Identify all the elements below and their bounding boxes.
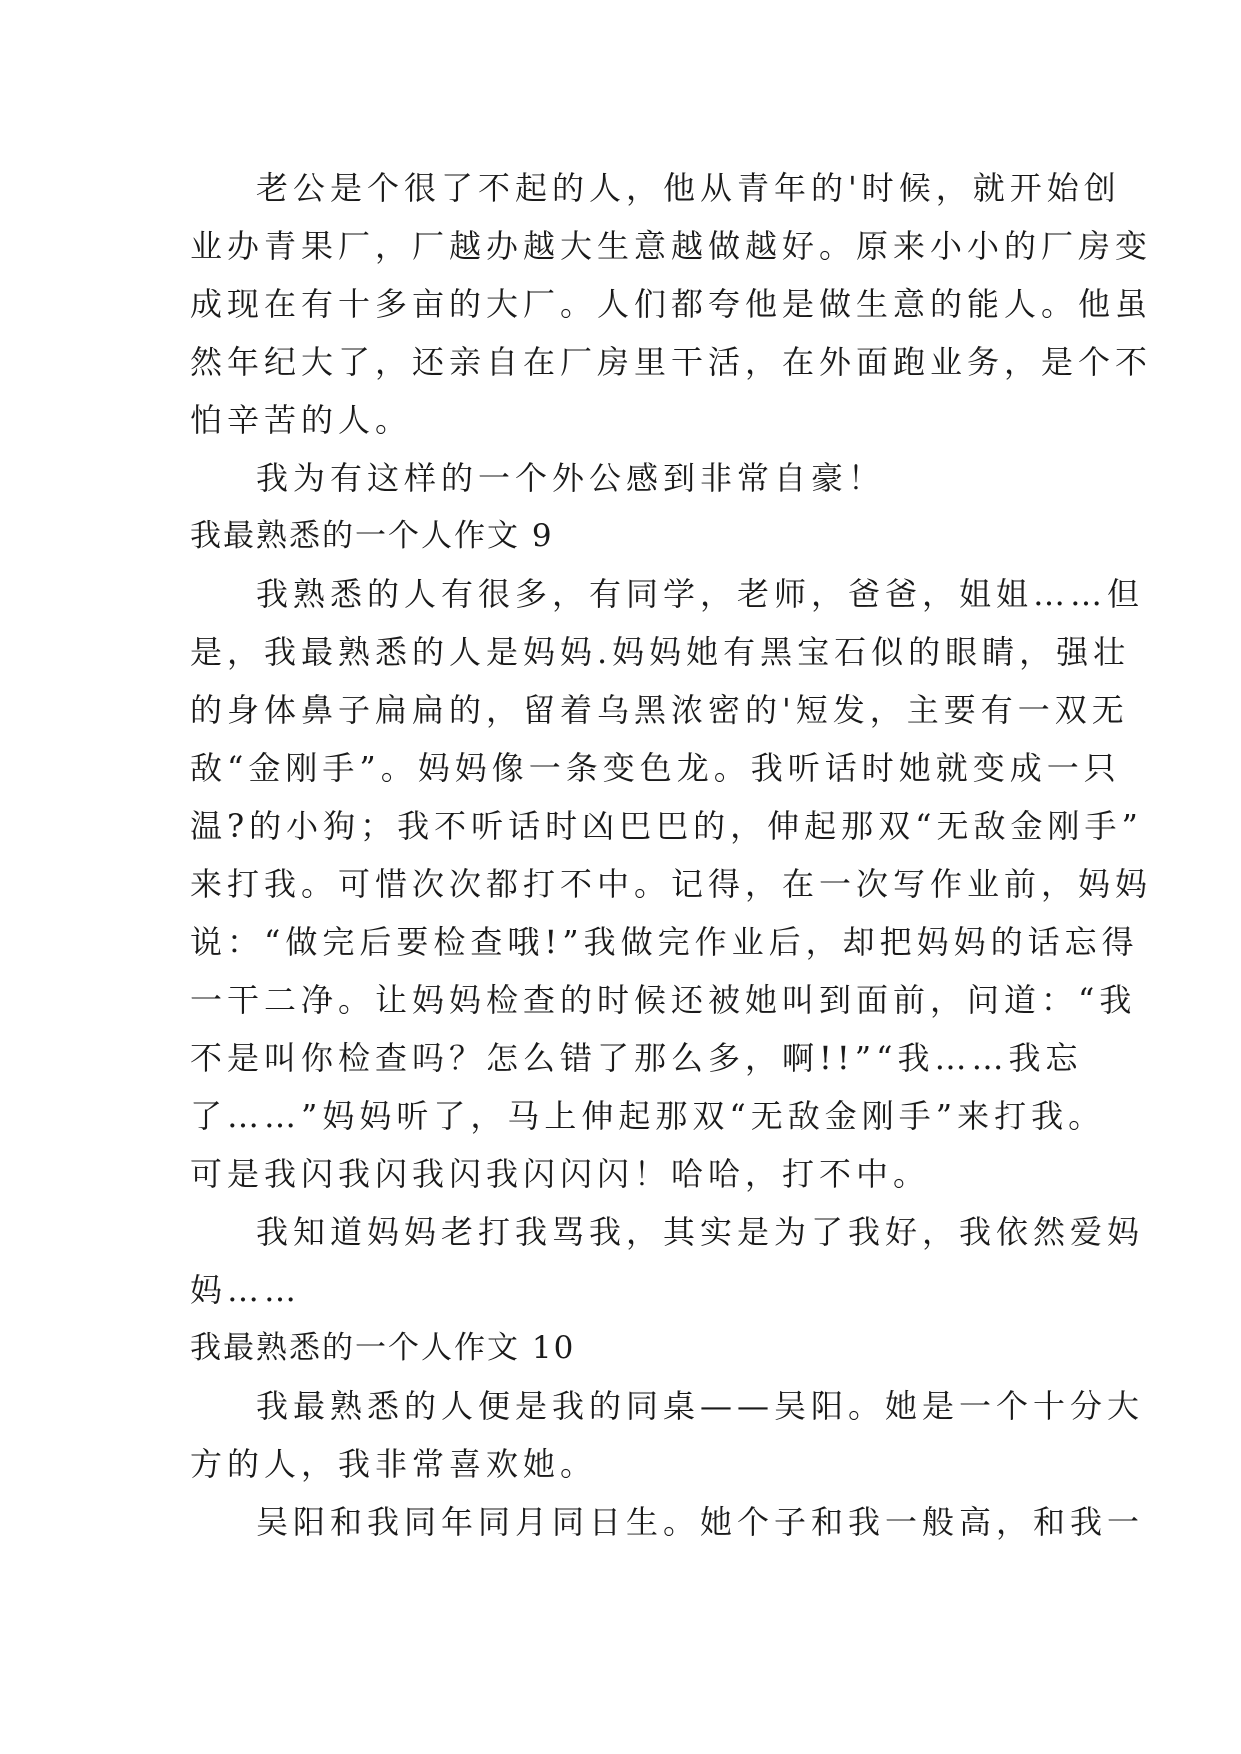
text-line: 我熟悉的人有很多，有同学，老师，爸爸，姐姐……但 [256,575,1145,613]
text-line: 的身体鼻子扁扁的，留着乌黑浓密的'短发，主要有一双无 [190,691,1129,729]
text-line: 业办青果厂，厂越办越大生意越做越好。原来小小的厂房变 [190,227,1153,265]
text-line: 我最熟悉的人便是我的同桌——吴阳。她是一个十分大 [256,1387,1145,1425]
text-line: 了……”妈妈听了，马上伸起那双“无敌金刚手”来打我。 [190,1097,1106,1135]
text-line: 说：“做完后要检查哦!”我做完作业后，却把妈妈的话忘得 [190,923,1139,961]
text-line: 温?的小狗；我不听话时凶巴巴的，伸起那双“无敌金刚手” [190,807,1143,845]
text-line: 怕辛苦的人。 [190,401,413,439]
text-line: 我为有这样的一个外公感到非常自豪！ [256,459,886,497]
text-line: 吴阳和我同年同月同日生。她个子和我一般高，和我一 [256,1503,1145,1541]
text-line: 可是我闪我闪我闪我闪闪闪！哈哈，打不中。 [190,1155,931,1193]
text-line: 老公是个很了不起的人，他从青年的'时候，就开始创 [256,169,1121,207]
text-line: 一干二净。让妈妈检查的时候还被她叫到面前，问道：“我 [190,981,1137,1019]
text-line: 我知道妈妈老打我骂我，其实是为了我好，我依然爱妈 [256,1213,1145,1251]
section-heading: 我最熟悉的一个人作文 10 [190,1330,576,1366]
text-line: 敌“金刚手”。妈妈像一条变色龙。我听话时她就变成一只 [190,749,1121,787]
text-line: 方的人，我非常喜欢她。 [190,1445,598,1483]
text-line: 然年纪大了，还亲自在厂房里干活，在外面跑业务，是个不 [190,343,1153,381]
text-line: 妈…… [190,1271,302,1309]
text-line: 来打我。可惜次次都打不中。记得，在一次写作业前，妈妈 [190,865,1153,903]
text-line: 是，我最熟悉的人是妈妈.妈妈她有黑宝石似的眼睛，强壮 [190,633,1131,671]
text-line: 不是叫你检查吗？怎么错了那么多，啊!!”“我……我忘 [190,1039,1083,1077]
section-heading: 我最熟悉的一个人作文 9 [190,518,554,554]
text-line: 成现在有十多亩的大厂。人们都夸他是做生意的能人。他虽 [190,285,1153,323]
